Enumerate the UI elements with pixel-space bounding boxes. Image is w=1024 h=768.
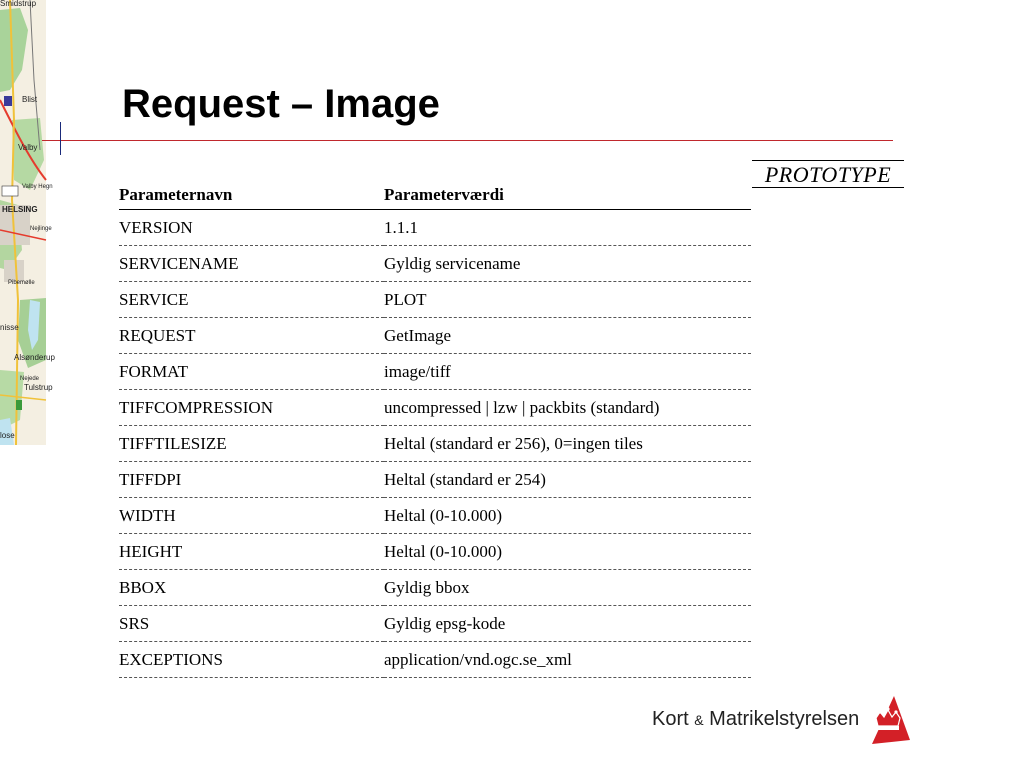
map-label-pibemolle: Pibemølle: [8, 280, 35, 286]
table-row: [119, 462, 751, 498]
crown-logo-icon: [868, 696, 912, 744]
map-label-alsonderup: Alsønderup: [14, 353, 55, 362]
table-row: [119, 426, 751, 462]
parameter-value-cell: application/vnd.ogc.se_xml: [384, 642, 751, 678]
parameter-value-cell: Heltal (0-10.000): [384, 534, 751, 570]
table-row: [119, 246, 751, 282]
parameter-value-cell: PLOT: [384, 282, 751, 318]
table-row: [119, 390, 751, 426]
slide-title: Request – Image: [122, 82, 440, 126]
table-row: [119, 570, 751, 606]
table-row: [119, 318, 751, 354]
map-label-valby-hegn: Valby Hegn: [22, 184, 53, 190]
map-fragment: [0, 0, 55, 445]
kms-logo: [652, 696, 912, 744]
parameter-value-cell: 1.1.1: [384, 210, 751, 246]
parameter-table: [119, 170, 751, 678]
title-rule: [42, 140, 893, 141]
parameter-name-cell: TIFFDPI: [119, 462, 384, 498]
parameter-value-cell: image/tiff: [384, 354, 751, 390]
parameter-name-cell: WIDTH: [119, 498, 384, 534]
parameter-value-cell: GetImage: [384, 318, 751, 354]
parameter-name-cell: BBOX: [119, 570, 384, 606]
parameter-value-cell: Gyldig servicename: [384, 246, 751, 282]
parameter-name-cell: EXCEPTIONS: [119, 642, 384, 678]
parameter-value-cell: Gyldig epsg-kode: [384, 606, 751, 642]
parameter-name-cell: SERVICENAME: [119, 246, 384, 282]
table-body: [119, 210, 751, 678]
logo-text: [652, 708, 859, 731]
header-parameter-value: Parameterværdi: [384, 170, 751, 210]
logo-text-kort: Kort: [652, 708, 689, 730]
table-header-row: [119, 170, 751, 210]
table-row: [119, 354, 751, 390]
parameter-value-cell: Gyldig bbox: [384, 570, 751, 606]
logo-text-matrikelstyrelsen: Matrikelstyrelsen: [709, 708, 860, 730]
parameter-value-cell: Heltal (standard er 254): [384, 462, 751, 498]
parameter-value-cell: Heltal (0-10.000): [384, 498, 751, 534]
map-label-nejlinge: Nejlinge: [30, 226, 52, 232]
map-label-nejede: Nejede: [20, 376, 40, 382]
parameter-name-cell: REQUEST: [119, 318, 384, 354]
parameter-value-cell: Heltal (standard er 256), 0=ingen tiles: [384, 426, 751, 462]
parameter-name-cell: HEIGHT: [119, 534, 384, 570]
parameter-value-cell: uncompressed | lzw | packbits (standard): [384, 390, 751, 426]
table-row: [119, 210, 751, 246]
table-row: [119, 282, 751, 318]
prototype-badge: [752, 160, 904, 188]
map-label-valby: Valby: [18, 143, 38, 152]
map-label-nisse: nisse: [0, 323, 19, 332]
map-label-helsing: HELSING: [2, 205, 38, 214]
parameter-name-cell: SRS: [119, 606, 384, 642]
map-label-lose: lose: [0, 431, 15, 440]
parameter-name-cell: TIFFTILESIZE: [119, 426, 384, 462]
table-row: [119, 534, 751, 570]
map-label-smidstrup: Smidstrup: [0, 0, 37, 8]
map-image: [0, 0, 55, 445]
logo-text-amp: &: [694, 712, 704, 728]
table-row: [119, 606, 751, 642]
map-label-tulstrup: Tulstrup: [24, 383, 53, 392]
prototype-label: PROTOTYPE: [764, 162, 892, 187]
title-rule-tick: [60, 122, 61, 155]
table-row: [119, 642, 751, 678]
map-label-blist: Blist: [22, 95, 38, 104]
header-parameter-name: Parameternavn: [119, 170, 384, 210]
parameter-name-cell: TIFFCOMPRESSION: [119, 390, 384, 426]
parameter-name-cell: VERSION: [119, 210, 384, 246]
table-row: [119, 498, 751, 534]
parameter-name-cell: FORMAT: [119, 354, 384, 390]
parameter-name-cell: SERVICE: [119, 282, 384, 318]
